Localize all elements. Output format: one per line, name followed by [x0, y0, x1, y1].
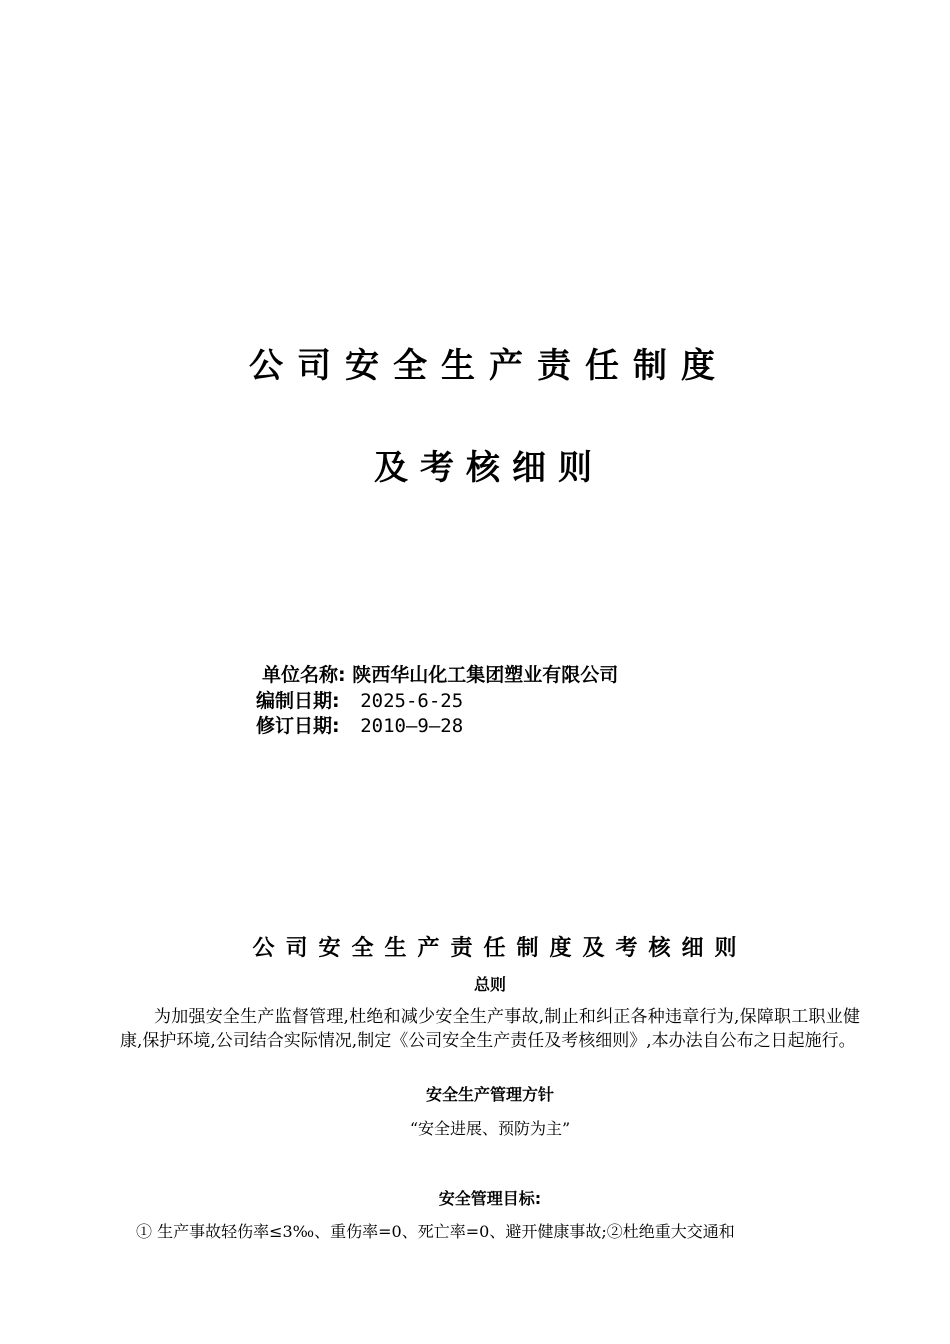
revise-date-label: 修订日期:	[256, 715, 340, 737]
goal-title: 安全管理目标:	[438, 1189, 542, 1208]
document-heading: 公司安全生产责任制度及考核细则	[252, 936, 748, 961]
unit-name-label: 单位名称:	[262, 664, 346, 686]
unit-name-value: 陕西华山化工集团塑业有限公司	[352, 664, 619, 686]
policy-text: “安全进展、预防为主”	[409, 1119, 571, 1138]
revise-date-value: 2010—9—28	[360, 715, 464, 737]
revise-date-row	[256, 711, 463, 738]
policy-title: 安全生产管理方针	[425, 1085, 554, 1104]
goal-text: ① 生产事故轻伤率≤3‰、重伤率=0、死亡率=0、避开健康事故;②杜绝重大交通和	[136, 1222, 735, 1241]
cover-title-line2: 及考核细则	[374, 448, 604, 488]
compile-date-label: 编制日期:	[256, 690, 340, 712]
compile-date-row	[256, 686, 463, 713]
cover-title-line1: 公司安全生产责任制度	[249, 346, 729, 386]
general-title: 总则	[473, 975, 506, 994]
general-paragraph: 为加强安全生产监督管理,杜绝和减少安全生产事故,制止和纠正各种违章行为,保障职工职业健康,保护环境,公司结合实际情况,制定《公司安全生产责任及考核细则》,本办法自公布之日起施行。	[120, 1007, 860, 1051]
unit-name-row	[262, 660, 618, 687]
compile-date-value: 2025-6-25	[360, 690, 464, 712]
